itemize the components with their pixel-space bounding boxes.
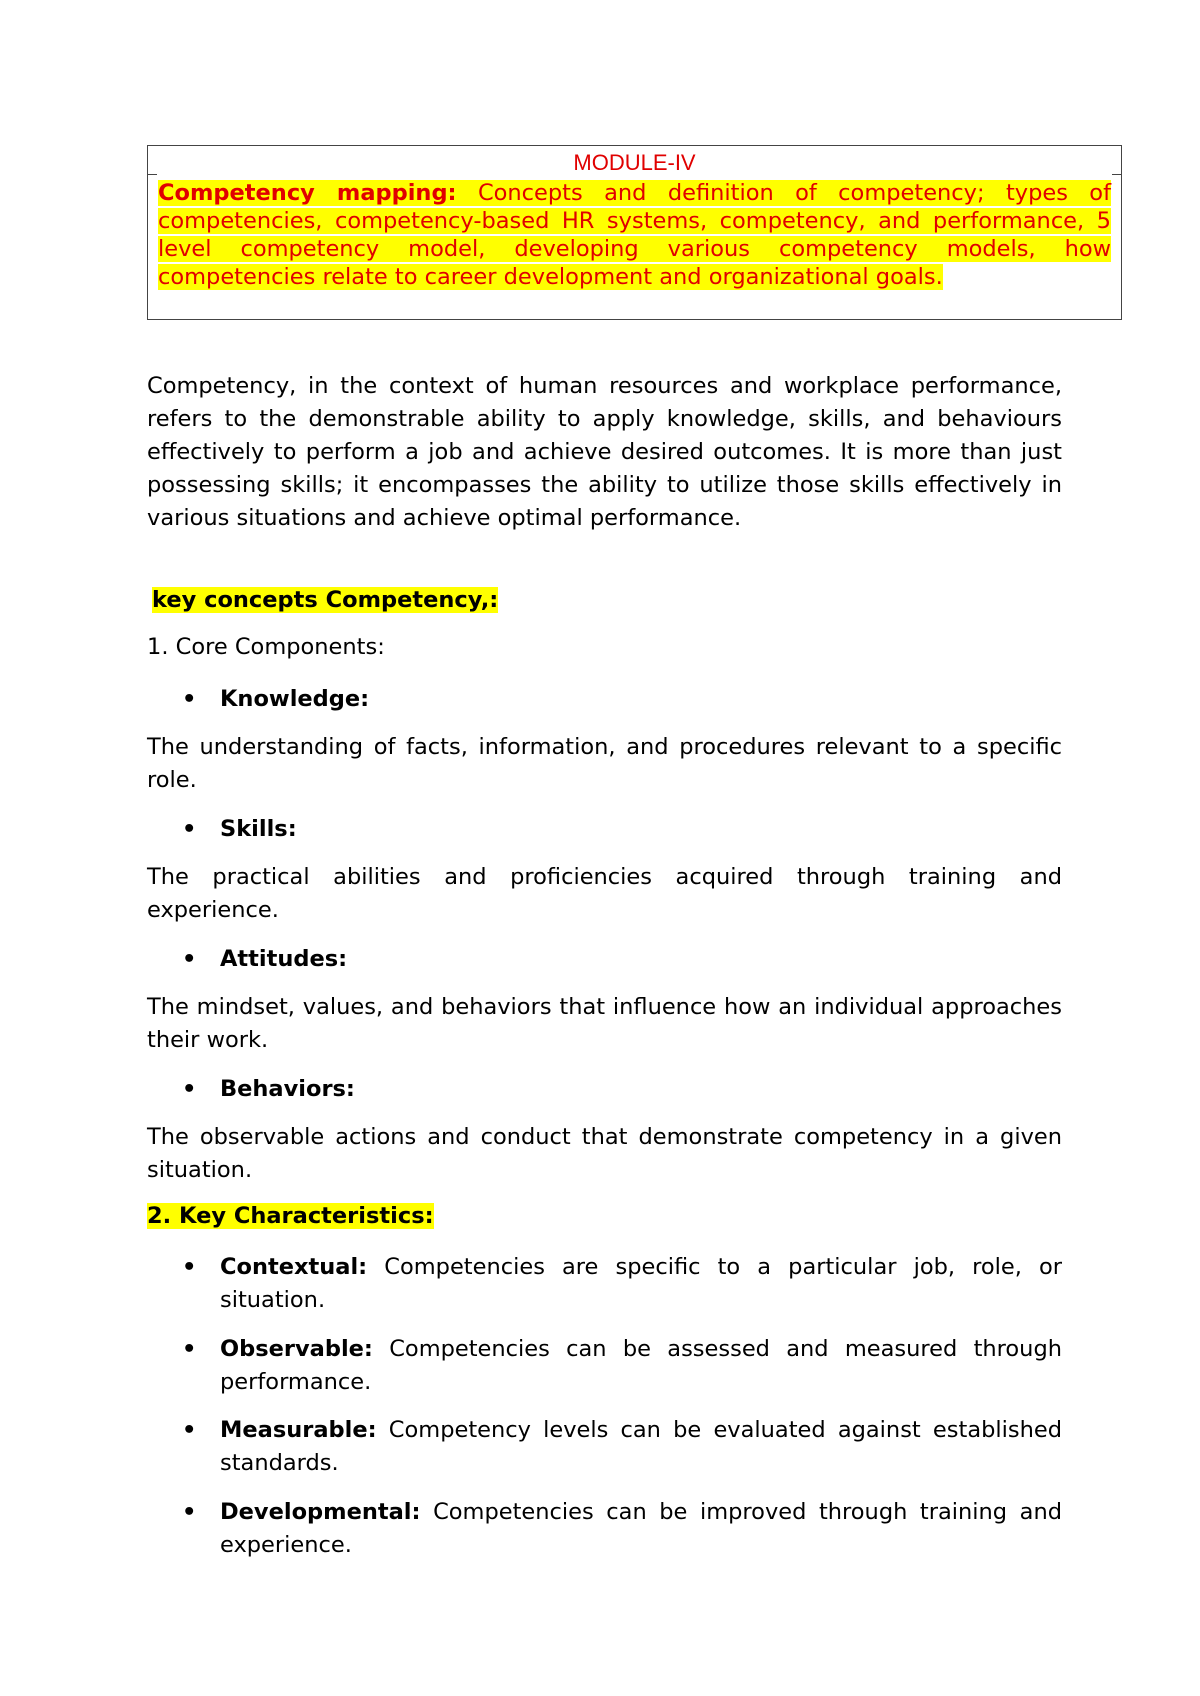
bullet-icon: • xyxy=(182,1254,197,1280)
bullet-icon: • xyxy=(182,1417,197,1443)
core-components-title: 1. Core Components: xyxy=(147,634,385,660)
module-description xyxy=(158,179,1111,291)
item-label: Contextual: xyxy=(220,1254,368,1280)
module-heading: Competency mapping: xyxy=(158,180,457,206)
module-title: MODULE-IV xyxy=(573,150,696,175)
item-text: Competencies can be improved through training and experience. xyxy=(220,1499,1062,1558)
intro-paragraph: Competency, in the context of human resources and workplace performance, refers to the demonstrable ability to apply knowledge, skills, and behaviours effectively to perform a job and achieve desired outcomes. It is more than just possessing skills; it encompasses the ability to utilize those skills effectively in various situations and achieve optimal performance. xyxy=(147,373,1062,531)
item-description: The mindset, values, and behaviors that influence how an individual approaches their work. xyxy=(147,994,1062,1053)
item-label: Skills: xyxy=(220,816,297,842)
item-description: The practical abilities and proficiencies acquired through training and experience. xyxy=(147,864,1062,923)
item-label: Behaviors: xyxy=(220,1076,355,1102)
item-label: Observable: xyxy=(220,1336,373,1362)
bullet-icon: • xyxy=(182,816,197,842)
bullet-icon: • xyxy=(182,1076,197,1102)
module-text: Concepts and definition of competency; types of competencies, competency-based HR systems, competency, and performance, 5 level competency model, developing various competency models, how competencies relate to career development and organizational goals. xyxy=(158,180,1111,290)
key-concepts-heading: key concepts Competency,: xyxy=(152,587,499,613)
item-label: Measurable: xyxy=(220,1417,377,1443)
item-text: Competencies can be assessed and measured through performance. xyxy=(220,1336,1062,1395)
item-label: Attitudes: xyxy=(220,946,348,972)
bullet-icon: • xyxy=(182,946,197,972)
item-text: Competencies are specific to a particular job, role, or situation. xyxy=(220,1254,1062,1313)
bullet-icon: • xyxy=(182,1336,197,1362)
item-text: Competency levels can be evaluated against established standards. xyxy=(220,1417,1062,1476)
bullet-icon: • xyxy=(182,1499,197,1525)
item-label: Knowledge: xyxy=(220,686,370,712)
bullet-icon: • xyxy=(182,686,197,712)
module-box xyxy=(147,145,1122,320)
item-description: The understanding of facts, information, and procedures relevant to a specific role. xyxy=(147,734,1062,793)
key-characteristics-title: 2. Key Characteristics: xyxy=(147,1203,434,1229)
item-description: The observable actions and conduct that demonstrate competency in a given situation. xyxy=(147,1124,1062,1183)
item-label: Developmental: xyxy=(220,1499,421,1525)
